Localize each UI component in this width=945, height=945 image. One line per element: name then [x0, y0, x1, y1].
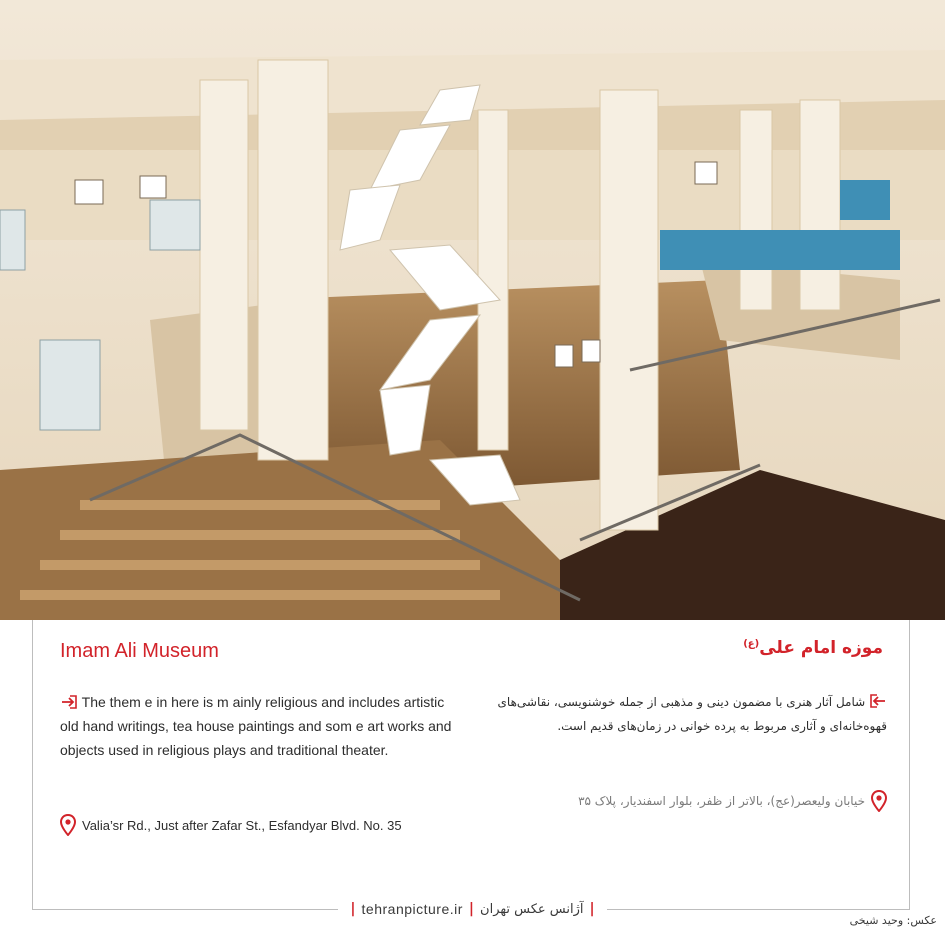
- english-address-text: Valia’sr Rd., Just after Zafar St., Esfandyar Blvd. No. 35: [82, 817, 402, 833]
- persian-title: [743, 638, 883, 658]
- enter-arrow-icon: [60, 692, 78, 706]
- footer-agency: آژانس عکس تهران: [480, 901, 584, 917]
- persian-address: [578, 790, 887, 812]
- persian-description-text: شامل آثار هنری با مضمون دینی و مذهبی از جمله خوشنویسی، نقاشی‌های قهوه‌خانه‌ای و آثاری مربوط به پرده خوانی در زمان‌های قدیم است.: [497, 695, 887, 733]
- exit-arrow-icon: [869, 692, 887, 706]
- persian-address-text: خیابان ولیعصر(عج)، بالاتر از ظفر، بلوار اسفندیار، پلاک ۳۵: [578, 794, 865, 808]
- english-address: [60, 814, 402, 836]
- footer-website[interactable]: tehranpicture.ir: [361, 901, 463, 917]
- english-description-text: The them e in here is m ainly religious and includes artistic old hand writings, tea house paintings and som e art works and objects used in religious plays and traditional theater.: [60, 694, 452, 758]
- english-description: [60, 690, 460, 762]
- footer-separator: |: [589, 901, 595, 917]
- location-pin-icon: [871, 790, 887, 812]
- persian-title-text: موزه امام علی: [759, 638, 883, 658]
- location-pin-icon: [60, 814, 76, 836]
- footer-separator: |: [350, 901, 356, 917]
- footer-separator: |: [468, 901, 475, 917]
- photo-credit: عکس: وحید شیخی: [849, 914, 937, 927]
- english-title: Imam Ali Museum: [60, 640, 219, 662]
- footer: [0, 897, 945, 921]
- persian-description: [487, 690, 887, 738]
- persian-title-suffix: (ع): [743, 638, 760, 650]
